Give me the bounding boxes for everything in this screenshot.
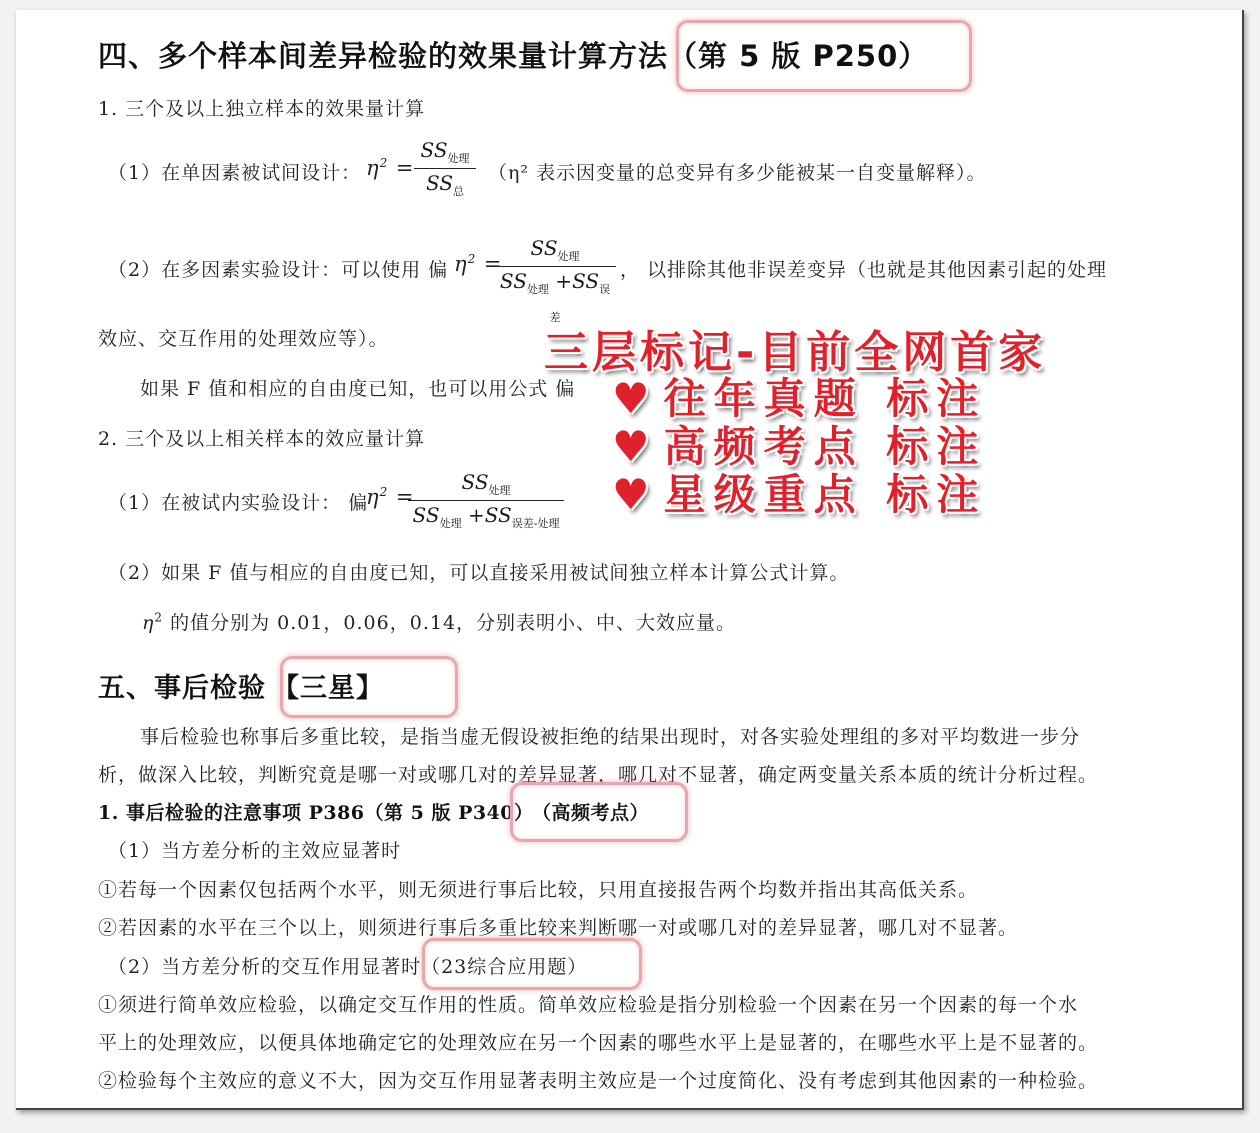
overlay-line-high-frequency: ♥ 高频考点 标注 bbox=[612, 422, 987, 471]
section4-item1-prefix: （1）在单因素被试间设计： bbox=[108, 162, 362, 184]
overlay-line-star-rating: ♥ 星级重点 标注 bbox=[612, 470, 987, 519]
formula-partial-eta-between: $SS_{处理}$ $SS_{处理} +SS_{误差}$ bbox=[494, 236, 616, 325]
section5-stars: 【三星】 bbox=[272, 673, 384, 704]
heart-icon: ♥ bbox=[612, 470, 658, 519]
formula-eta-squared: $SS_{处理}$ $SS_总$ bbox=[414, 138, 476, 199]
heart-icon: ♥ bbox=[612, 422, 658, 471]
section5-para1-line1: 事后检验也称事后多重比较，是指当虚无假设被拒绝的结果出现时，对各实验处理组的多对平均数进一步分 bbox=[140, 726, 1081, 748]
section5-item2-b: ②检验每个主效应的意义不大，因为交互作用显著表明主效应是一个过度简化、没有考虑到其他因素的一种检验。 bbox=[98, 1070, 1099, 1092]
section5-item1-a: ①若每一个因素仅包括两个水平，则无须进行事后比较，只用直接报告两个均数并指出其高低关系。 bbox=[98, 879, 979, 901]
section4-title: 四、多个样本间差异检验的效果量计算方法（第 5 版 P250） bbox=[98, 39, 929, 73]
highlight-box-stars bbox=[280, 656, 458, 718]
section5-item2: （2）当方差分析的交互作用显著时（23综合应用题） bbox=[108, 956, 588, 978]
section4-item3-prefix: （1）在被试内实验设计： 偏 bbox=[108, 492, 369, 514]
partial-eta-symbol: $\eta^2$ = bbox=[454, 252, 503, 276]
section4-item2-prefix: （2）在多因素实验设计：可以使用 偏 bbox=[108, 259, 449, 281]
highlight-box-exam-question bbox=[422, 938, 642, 990]
overlay-headline: 三层标记-目前全网首家 bbox=[544, 327, 1047, 378]
section5-item2-a-line1: ①须进行简单效应检验，以确定交互作用的性质。简单效应检验是指分别检验一个因素在另一个因素的每一个水 bbox=[98, 994, 1079, 1016]
section5-title: 五、事后检验 【三星】 bbox=[98, 673, 384, 704]
section5-item1-b: ②若因素的水平在三个以上，则须进行事后多重比较来判断哪一对或哪几对的差异显著，哪几对不显著。 bbox=[98, 917, 1019, 939]
eta-symbol: $\eta^2$ = bbox=[366, 156, 415, 180]
heart-icon: ♥ bbox=[612, 374, 658, 423]
document-page bbox=[16, 10, 1244, 1110]
formula-partial-eta-within: $SS_{处理}$ $SS_{处理} +SS_{误差-处理}$ bbox=[408, 470, 564, 531]
partial-eta-within-symbol: $\eta^2$ = bbox=[366, 485, 415, 509]
section4-item2-cont: 效应、交互作用的处理效应等）。 bbox=[98, 328, 389, 350]
section4-sub1: 1. 三个及以上独立样本的效果量计算 bbox=[98, 98, 426, 120]
section5-para1-line2: 析，做深入比较，判断究竟是哪一对或哪几对的差异显著，哪几对不显著，确定两变量关系本质的统计分析过程。 bbox=[98, 764, 1099, 786]
section4-item4: （2）如果 F 值与相应的自由度已知，可以直接采用被试间独立样本计算公式计算。 bbox=[108, 562, 850, 584]
section4-title-note: （第 5 版 P250） bbox=[668, 39, 929, 73]
section4-item2-f: 如果 F 值和相应的自由度已知，也可以用公式 偏 bbox=[140, 378, 576, 400]
highlight-box-edition bbox=[676, 20, 972, 92]
section5-item2-a-line2: 平上的处理效应，以便具体地确定它的处理效应在另一个因素的哪些水平上是显著的，在哪些水平上是不显著的。 bbox=[98, 1032, 1099, 1054]
section4-item2-suffix: ， 以排除其他非误差变异（也就是其他因素引起的处理 bbox=[620, 259, 1108, 281]
section5-sub1-tag: （高频考点） bbox=[541, 802, 650, 824]
section4-item1-suffix: （η² 表示因变量的总变异有多少能被某一自变量解释）。 bbox=[488, 162, 987, 184]
section5-item2-tag: （23综合应用题） bbox=[421, 956, 588, 978]
section4-effect-sizes: $\eta^2$ 的值分别为 0.01，0.06，0.14，分别表明小、中、大效应量。 bbox=[142, 610, 737, 634]
section5-item1: （1）当方差分析的主效应显著时 bbox=[108, 840, 402, 862]
section5-sub1: 1. 事后检验的注意事项 P386（第 5 版 P340） （高频考点） bbox=[98, 802, 650, 824]
overlay-line-past-exams: ♥ 往年真题 标注 bbox=[612, 374, 987, 423]
highlight-box-high-frequency bbox=[510, 782, 688, 842]
section4-sub2: 2. 三个及以上相关样本的效应量计算 bbox=[98, 428, 426, 450]
